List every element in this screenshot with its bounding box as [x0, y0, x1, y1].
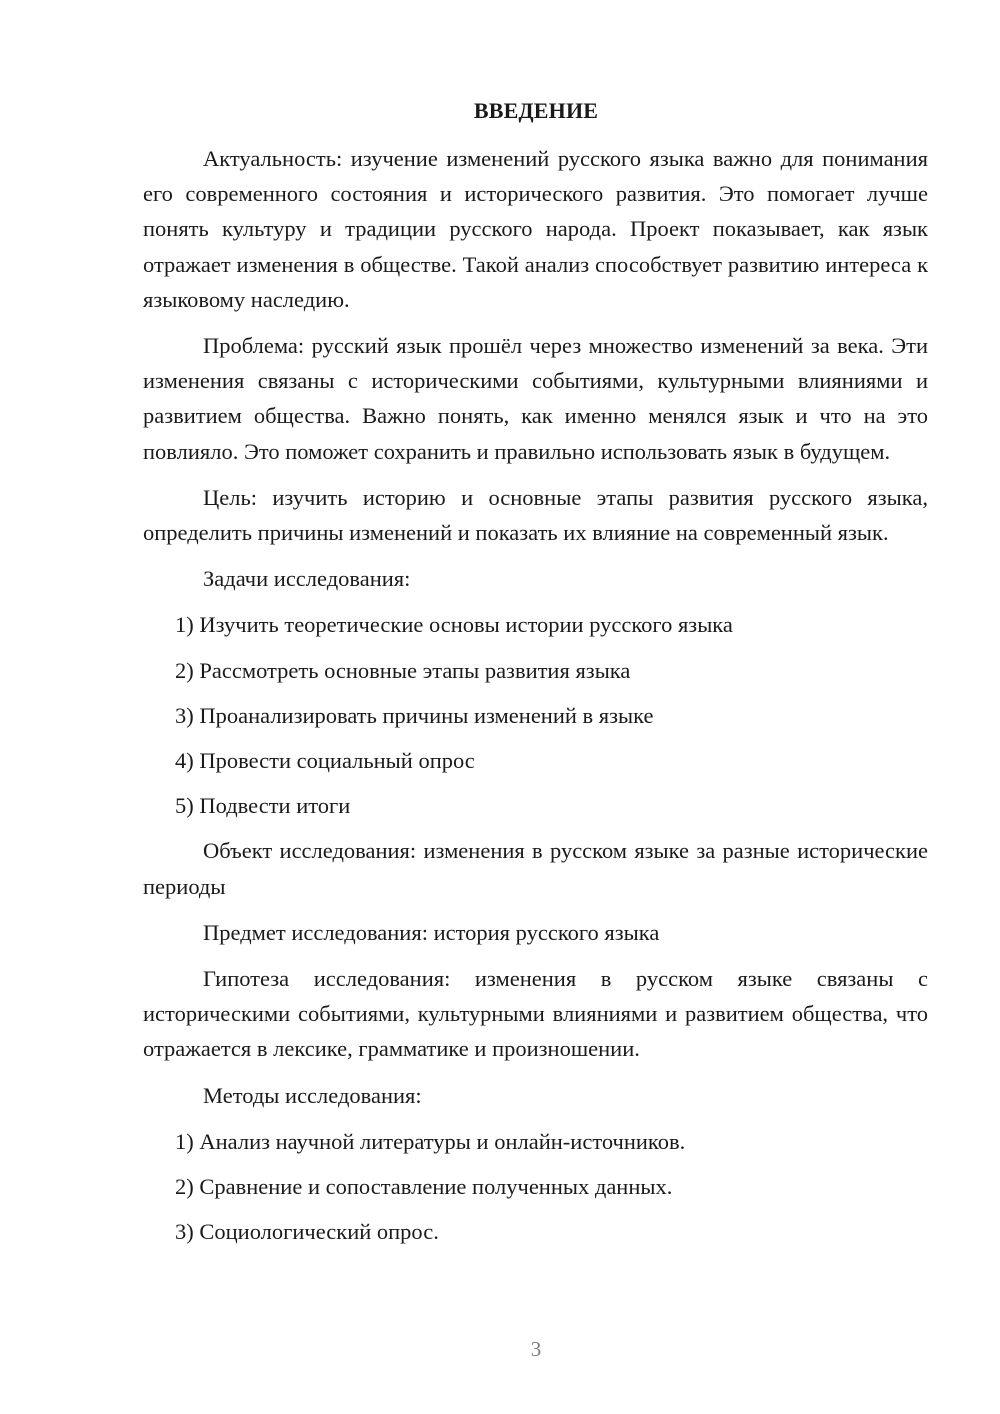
subject-paragraph: Предмет исследования: история русского языка: [203, 919, 660, 945]
page-title: ВВЕДЕНИЕ: [473, 98, 599, 123]
relevance-paragraph: Актуальность: изучение изменений русского языка важно для понимания его современного состояния и исторического развития. Это помогает лучше понять культуру и традиции русского народа. Проект показывает, как язык отражает изменения в обществе. Такой анализ способствует развитию интереса к языковому наследию.: [143, 146, 928, 312]
goal-paragraph: Цель: изучить историю и основные этапы развития русского языка, определить причины изменений и показать их влияние на современный язык.: [143, 484, 928, 546]
task-item: 2) Рассмотреть основные этапы развития языка: [175, 657, 631, 683]
method-item: 1) Анализ научной литературы и онлайн-источников.: [175, 1128, 686, 1154]
method-item: 3) Социологический опрос.: [175, 1219, 439, 1245]
method-item: 2) Сравнение и сопоставление полученных данных.: [175, 1174, 673, 1200]
task-item: 4) Провести социальный опрос: [175, 748, 475, 774]
methods-heading: Методы исследования:: [203, 1082, 422, 1108]
page-content: [143, 141, 928, 1259]
task-item: 5) Подвести итоги: [175, 793, 351, 819]
methods-list: [143, 1124, 928, 1250]
task-item: 1) Изучить теоретические основы истории русского языка: [175, 612, 733, 638]
page-number: 3: [530, 1337, 542, 1361]
hypothesis-paragraph: Гипотеза исследования: изменения в русском языке связаны с историческими событиями, культурными влияниями и развитием общества, что отражается в лексике, грамматике и произношении.: [143, 966, 928, 1062]
tasks-list: [143, 607, 928, 823]
tasks-heading: Задачи исследования:: [203, 566, 411, 592]
problem-paragraph: Проблема: русский язык прошёл через множество изменений за века. Эти изменения связаны с историческими событиями, культурными влияниями и развитием общества. Важно понять, как именно менялся язык и что на это повлияло. Это поможет сохранить и правильно использовать язык в будущем.: [143, 333, 928, 464]
task-item: 3) Проанализировать причины изменений в языке: [175, 702, 654, 728]
object-paragraph: Объект исследования: изменения в русском языке за разные исторические периоды: [143, 838, 928, 899]
